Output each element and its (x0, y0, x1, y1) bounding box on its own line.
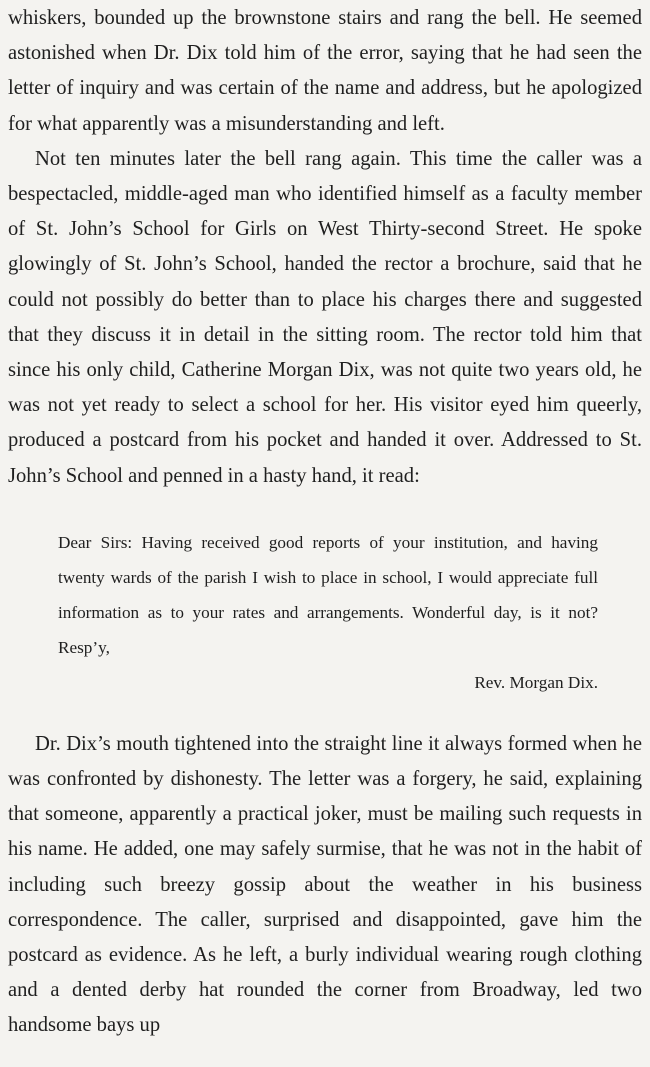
quoted-postcard (58, 525, 598, 700)
paragraph-second-caller: Not ten minutes later the bell rang again. This time the caller was a bespectacled, middle-aged man who identified himself as a faculty member of St. John’s School for Girls on West Thirty-second Street. He spoke glowingly of St. John’s School, handed the rector a brochure, said that he could not possibly do better than to place his charges there and suggested that they discuss it in detail in the sitting room. The rector told him that since his only child, Catherine Morgan Dix, was not quite two years old, he was not yet ready to select a school for her. His visitor eyed him queerly, produced a postcard from his pocket and handed it over. Addressed to St. John’s School and penned in a hasty hand, it read: (8, 147, 642, 487)
paragraph-dix-response: Dr. Dix’s mouth tightened into the straight line it always formed when he was confronted by dishonesty. The letter was a forgery, he said, explaining that someone, apparently a practical joker, must be mailing such requests in his name. He added, one may safely surmise, that he was not in the habit of including such breezy gossip about the weather in his business correspondence. The caller, surprised and disappointed, gave him the postcard as evidence. As he left, a burly individual wearing rough clothing and a dented derby hat rounded the corner from Broadway, led two handsome bays up (8, 732, 642, 1037)
postcard-signature: Rev. Morgan Dix. (474, 672, 598, 692)
paragraph-continued: whiskers, bounded up the brownstone stairs and rang the bell. He seemed astonished when Dr. Dix told him of the error, saying that he had seen the letter of inquiry and was certain of the name and address, but he apologized for what apparently was a misunderstanding and left. (8, 7, 642, 135)
postcard-text: Dear Sirs: Having received good reports of your institution, and having twenty wards of the parish I wish to place in school, I would appreciate full information as to your rates and arrangements. Wonderful day, is it not? Resp’y, (58, 532, 598, 657)
